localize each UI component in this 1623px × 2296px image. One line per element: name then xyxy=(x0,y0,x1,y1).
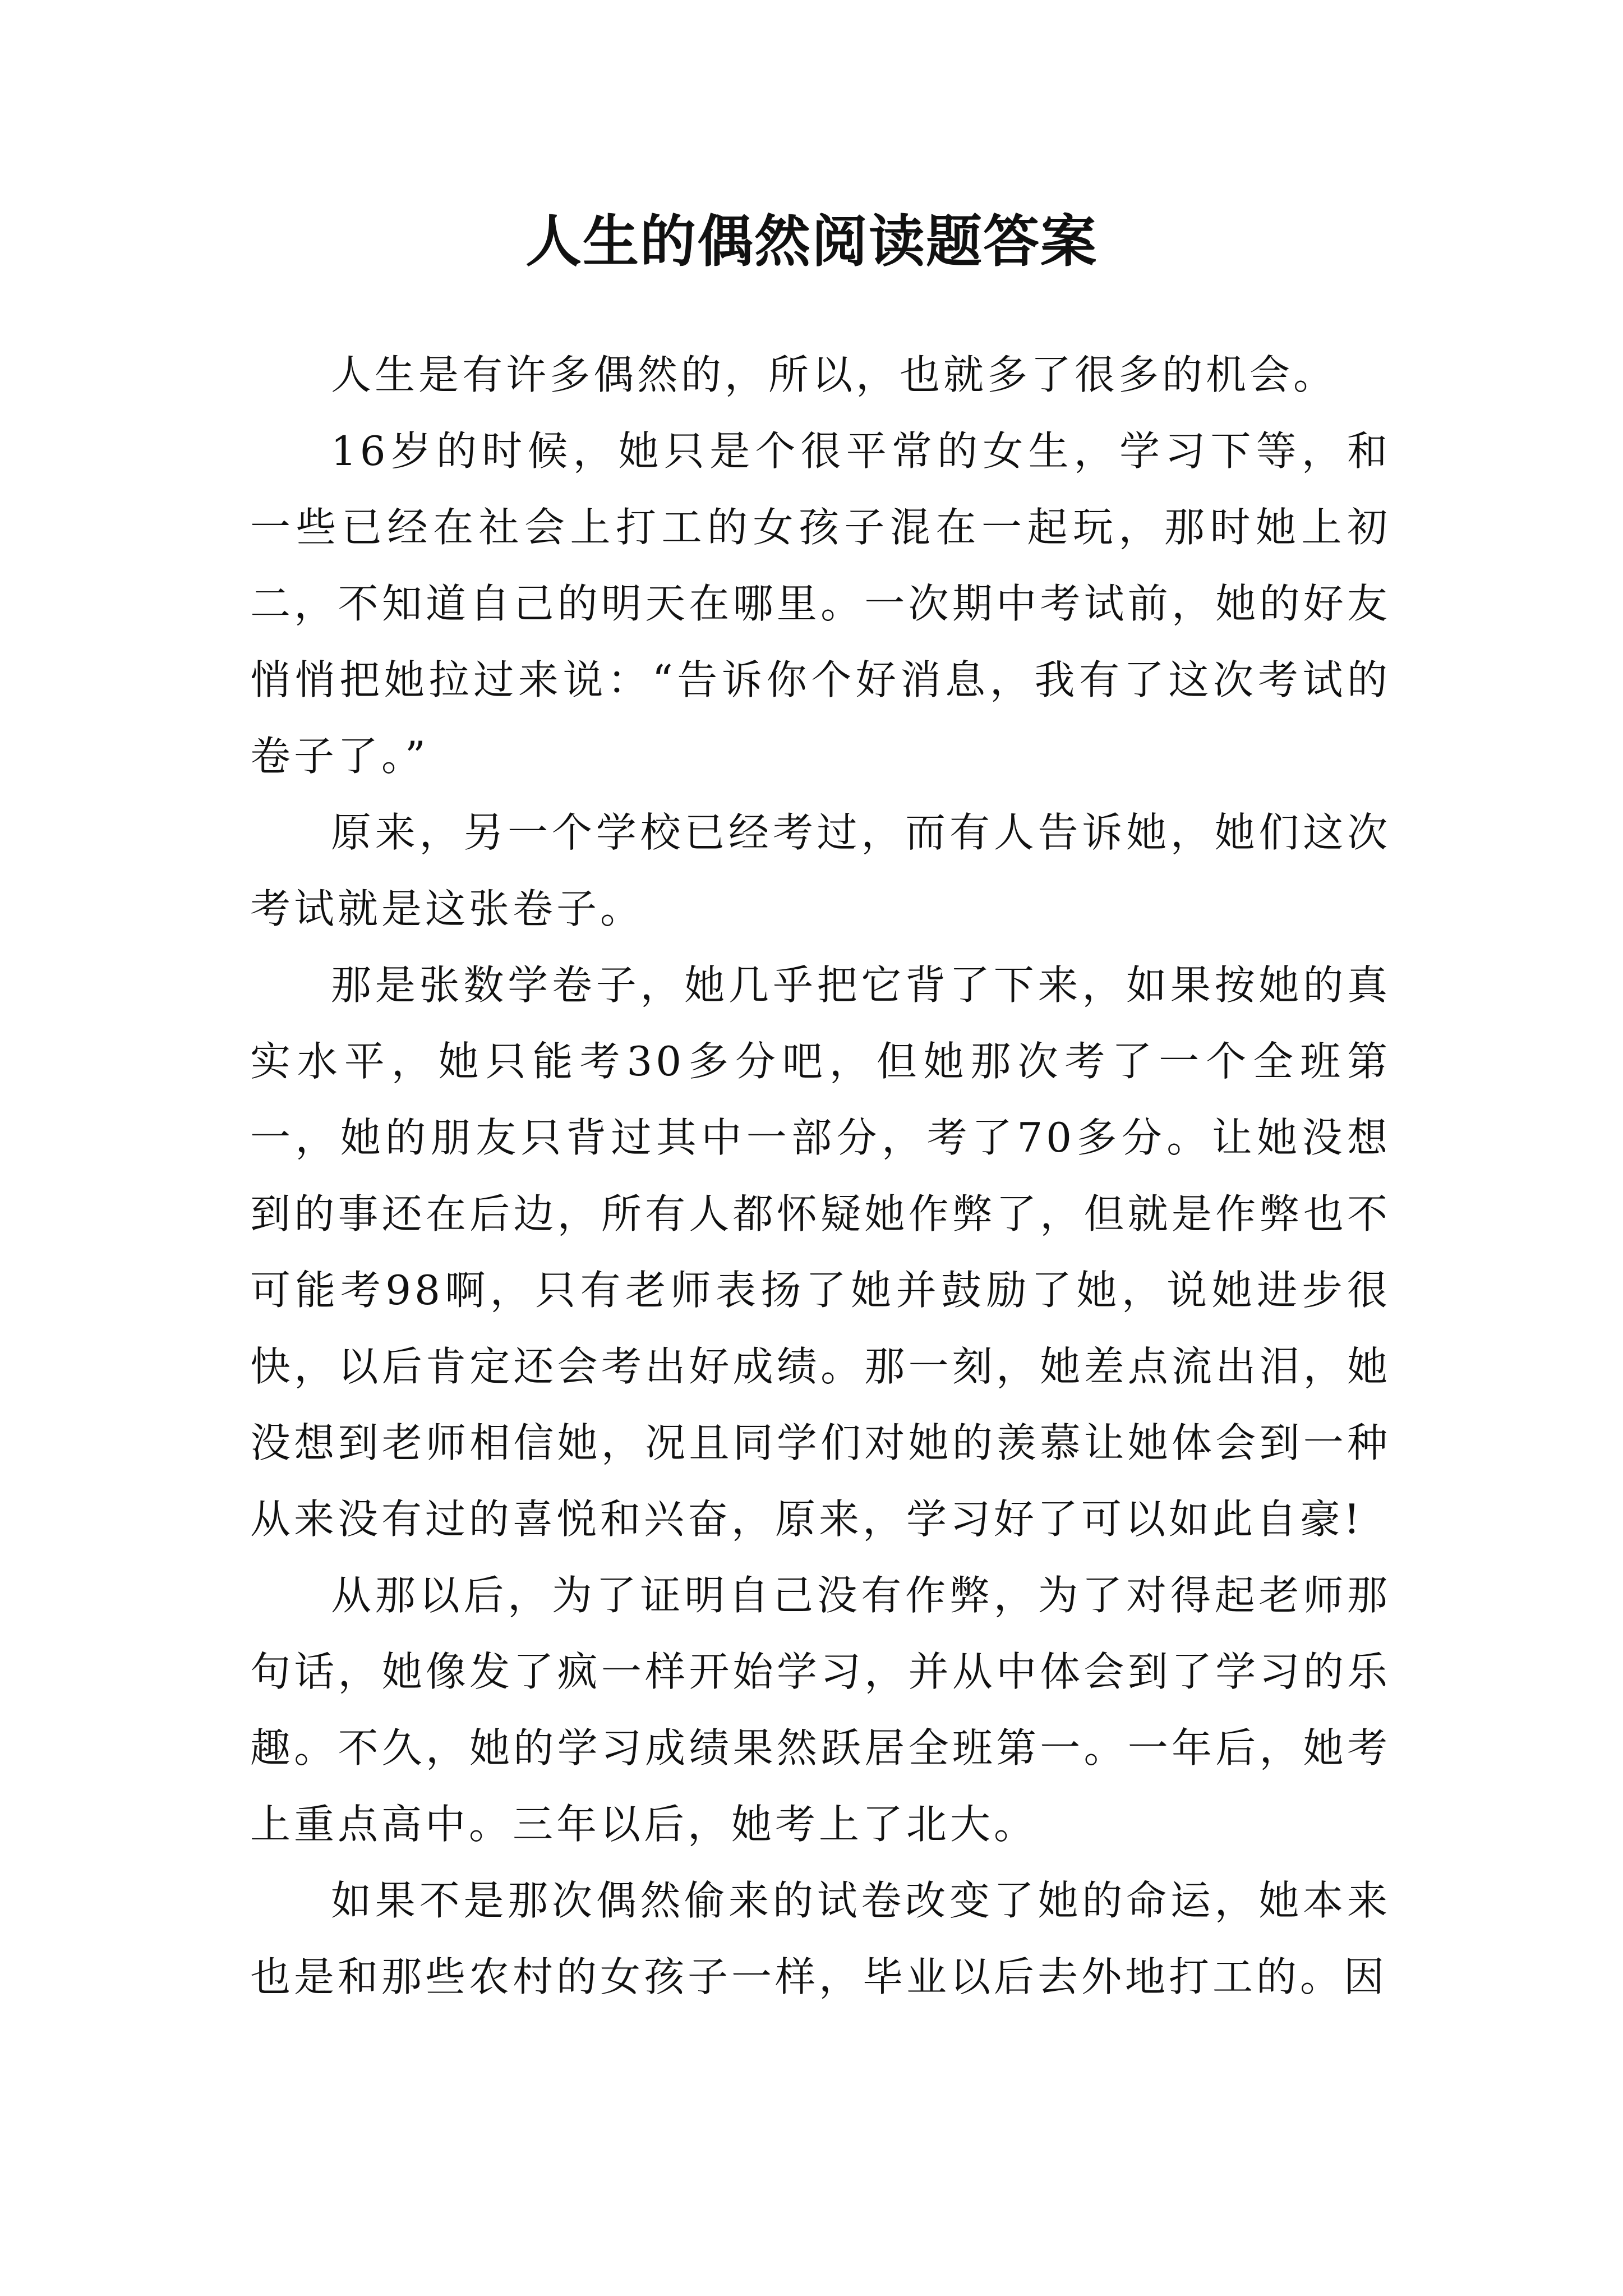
paragraph-3: 原来，另一个学校已经考过，而有人告诉她，她们这次考试就是这张卷子。 xyxy=(250,809,1391,932)
paragraph-5: 从那以后，为了证明自己没有作弊，为了对得起老师那句话，她像发了疯一样开始学习，并从中体会到了学习的乐趣。不久，她的学习成绩果然跃居全班第一。一年后，她考上重点高中。三年以后，她考上了北大。 xyxy=(250,1572,1391,1848)
paragraph-6: 如果不是那次偶然偷来的试卷改变了她的命运，她本来也是和那些农村的女孩子一样，毕业以后去外地打工的。因 xyxy=(250,1877,1391,2000)
document-body xyxy=(250,337,1391,2015)
document-title: 人生的偶然阅读题答案 xyxy=(525,208,1098,274)
paragraph-4: 那是张数学卷子，她几乎把它背了下来，如果按她的真实水平，她只能考30多分吧，但她那次考了一个全班第一，她的朋友只背过其中一部分，考了70多分。让她没想到的事还在后边，所有人都怀疑她作弊了，但就是作弊也不可能考98啊，只有老师表扬了她并鼓励了她，说她进步很快，以后肯定还会考出好成绩。那一刻，她差点流出泪，她没想到老师相信她，况且同学们对她的羡慕让她体会到一种从来没有过的喜悦和兴奋，原来，学习好了可以如此自豪! xyxy=(250,961,1391,1543)
paragraph-2: 16岁的时候，她只是个很平常的女生，学习下等，和一些已经在社会上打工的女孩子混在一起玩，那时她上初二，不知道自己的明天在哪里。一次期中考试前，她的好友悄悄把她拉过来说：“告诉你个好消息，我有了这次考试的卷子了。” xyxy=(250,427,1391,780)
paragraph-1: 人生是有许多偶然的，所以，也就多了很多的机会。 xyxy=(331,351,1338,398)
